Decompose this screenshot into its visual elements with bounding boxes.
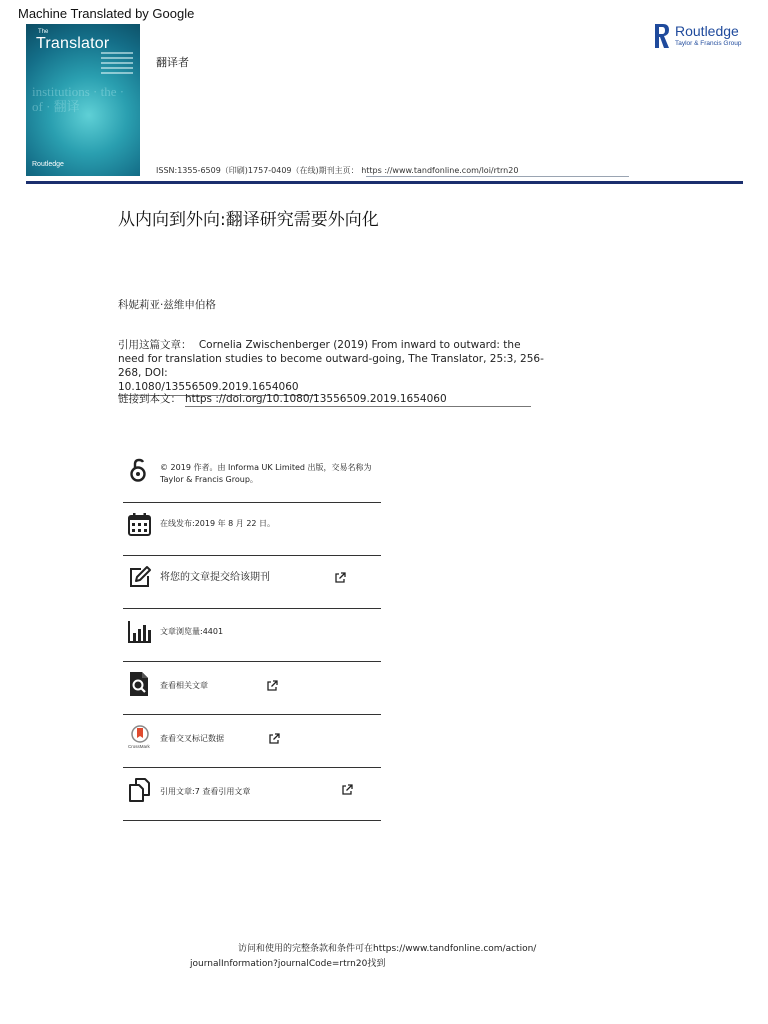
published-online-item xyxy=(123,503,381,556)
edit-icon xyxy=(127,564,153,590)
article-doi-url[interactable]: https ://doi.org/10.1080/13556509.2019.1654060 xyxy=(185,393,531,407)
routledge-r-icon xyxy=(653,22,671,50)
cover-background-text: institutions · the · of · 翻译 xyxy=(32,84,125,114)
cover-publisher-mark: Routledge xyxy=(32,161,64,168)
terms-line-2[interactable]: journalInformation?journalCode=rtrn20找到 xyxy=(190,959,386,969)
cover-title: Translator xyxy=(36,35,110,52)
citing-articles-icon xyxy=(127,777,153,803)
external-link-icon[interactable] xyxy=(266,680,278,692)
article-link-row xyxy=(118,391,531,407)
header-divider xyxy=(26,181,743,184)
open-access-item xyxy=(123,450,381,503)
citation-block xyxy=(118,338,548,396)
machine-translated-banner: Machine Translated by Google xyxy=(18,6,195,21)
article-info-list xyxy=(123,450,381,821)
search-document-icon xyxy=(127,671,153,697)
terms-line-1[interactable]: 访问和使用的完整条款和条件可在https://www.tandfonline.com/action/ xyxy=(238,944,537,954)
citation-text: Cornelia Zwischenberger (2019) From inward to outward: the need for translation studies to become outward-going, The Translator, 25:3, 256-268, DOI: xyxy=(118,339,544,379)
bar-chart-icon xyxy=(127,619,153,645)
submit-article-text[interactable]: 将您的文章提交给该期刊 xyxy=(160,572,270,583)
cover-text-lines xyxy=(101,52,133,77)
related-articles-item[interactable] xyxy=(123,662,381,715)
routledge-logo[interactable] xyxy=(653,22,749,52)
routledge-subtitle: Taylor & Francis Group xyxy=(675,40,742,47)
external-link-icon[interactable] xyxy=(268,733,280,745)
license-text: © 2019 作者。由 Informa UK Limited 出版，交易名称为 Taylor & Francis Group。 xyxy=(160,463,372,484)
issn-line[interactable]: ISSN:1355-6509（印刷)1757-0409（在线)期刊主页： https ://www.tandfonline.com/loi/rtrn20 xyxy=(156,166,519,175)
routledge-name: Routledge xyxy=(675,23,739,39)
article-title: 从内向到外向:翻译研究需要外向化 xyxy=(118,210,379,230)
article-views-text: 文章浏览量:4401 xyxy=(160,627,224,636)
journal-cover-image[interactable] xyxy=(26,24,140,176)
published-online-text: 在线发布:2019 年 8 月 22 日。 xyxy=(160,519,276,528)
submit-article-item[interactable] xyxy=(123,556,381,609)
crossmark-item[interactable] xyxy=(123,715,381,768)
citing-articles-text[interactable]: 引用文章:7 查看引用文章 xyxy=(160,787,251,796)
citing-articles-item[interactable] xyxy=(123,768,381,821)
journal-name: 翻译者 xyxy=(156,56,189,69)
article-link-label: 链接到本文： xyxy=(118,393,181,405)
article-views-item xyxy=(123,609,381,662)
crossmark-text[interactable]: 查看交叉标记数据 xyxy=(160,734,224,743)
external-link-icon[interactable] xyxy=(341,784,353,796)
calendar-icon xyxy=(127,511,153,537)
citation-doi-link[interactable]: 10.1080/13556509.2019.1654060 xyxy=(118,380,319,396)
issn-link-underline xyxy=(366,176,629,177)
open-access-icon xyxy=(127,457,153,483)
external-link-icon[interactable] xyxy=(334,572,346,584)
citation-label: 引用这篇文章： xyxy=(118,339,192,351)
terms-footer xyxy=(190,942,590,972)
cover-the-label: The xyxy=(38,29,49,35)
crossmark-label: CrossMark xyxy=(128,744,150,749)
related-articles-text[interactable]: 查看相关文章 xyxy=(160,681,208,690)
article-author[interactable]: 科妮莉亚·兹维申伯格 xyxy=(118,299,216,311)
